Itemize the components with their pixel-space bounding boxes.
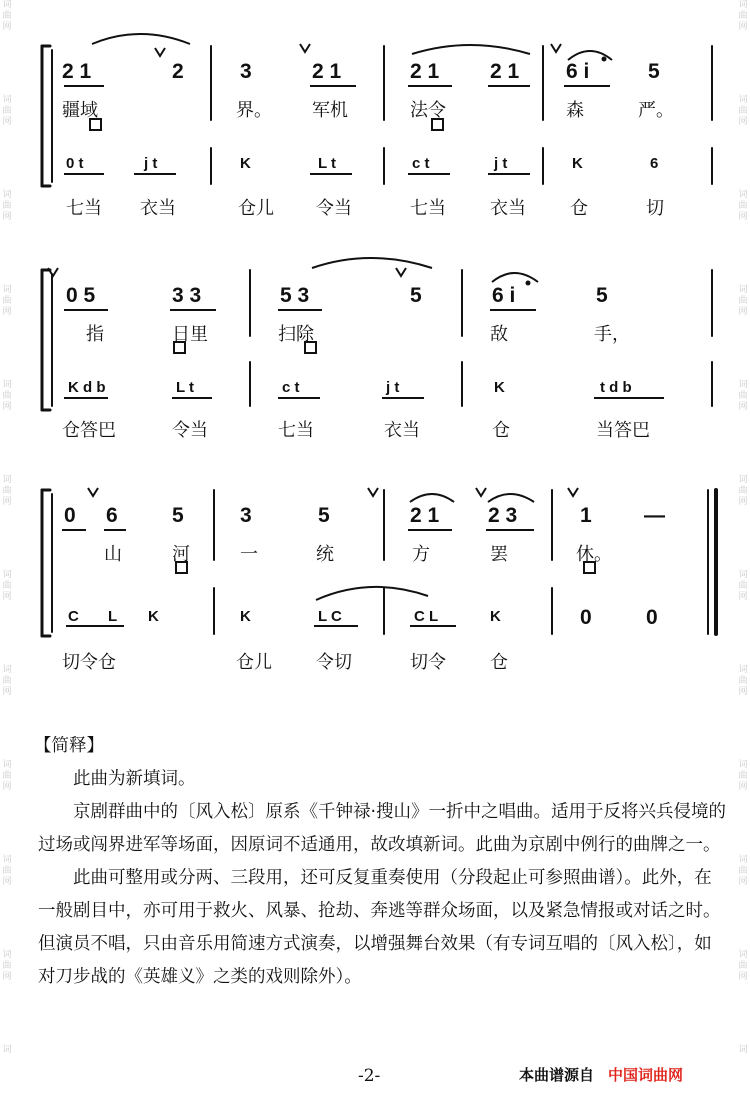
- watermark-char: 词: [738, 285, 748, 295]
- note: 5: [648, 60, 660, 83]
- percussion-note: K d b: [68, 379, 106, 396]
- lyric: 罢: [490, 544, 508, 565]
- percussion-note: 0 t: [66, 155, 84, 172]
- watermark-char: 曲: [2, 866, 12, 876]
- percussion-note: K: [148, 608, 159, 625]
- watermark-char: 曲: [738, 391, 748, 401]
- watermark-char: 曲: [2, 486, 12, 496]
- note: 5: [172, 504, 184, 527]
- gong-syllable: 七当: [66, 198, 102, 219]
- watermark-char: 网: [738, 117, 748, 127]
- watermark-char: 曲: [738, 486, 748, 496]
- note: 2 1: [312, 60, 342, 83]
- lyric: 日里: [172, 324, 208, 345]
- percussion-note: C: [68, 608, 79, 625]
- gong-syllable: 仓: [490, 652, 508, 673]
- watermark-char: 曲: [2, 201, 12, 211]
- watermark-char: 网: [2, 877, 12, 887]
- percussion-note: K: [494, 379, 505, 396]
- note: 2: [172, 60, 184, 83]
- watermark-char: 曲: [2, 771, 12, 781]
- lyric: 一: [240, 544, 258, 565]
- watermark-char: 网: [738, 782, 748, 792]
- percussion-note: L t: [176, 379, 195, 396]
- page-number: -2-: [358, 1066, 381, 1086]
- watermark-char: 词: [738, 380, 748, 390]
- percussion-rest: 0: [580, 606, 592, 629]
- lyric: 山: [104, 544, 122, 565]
- watermark-char: 曲: [738, 106, 748, 116]
- lyric: 扫除: [278, 324, 314, 345]
- lyric: 疆域: [62, 100, 98, 121]
- lyric: 森: [566, 100, 584, 121]
- percussion-note: K: [490, 608, 501, 625]
- note: 3 3: [172, 284, 202, 307]
- watermark-char: 曲: [2, 581, 12, 591]
- watermark-char: 词: [738, 950, 748, 960]
- watermark-char: 网: [2, 497, 12, 507]
- watermark-char: 网: [2, 592, 12, 602]
- explanation-paragraph: 京剧群曲中的〔风入松〕原系《千钟禄·搜山》一折中之唱曲。适用于反将兴兵侵境的过场或闯界进军等场面，因原词不适通用，故改填新词。此曲为京剧中例行的曲牌之一。: [38, 802, 727, 855]
- watermark-char: 词: [738, 95, 748, 105]
- gong-syllable: 仓: [570, 198, 588, 219]
- gong-syllable: 切: [646, 198, 664, 219]
- percussion-note: K: [240, 608, 251, 625]
- note: 3: [240, 504, 252, 527]
- watermark-char: 网: [2, 402, 12, 412]
- watermark-char: 词: [2, 570, 12, 580]
- watermark-char: 词: [738, 1045, 748, 1055]
- gong-syllable: 仓答巴: [62, 420, 116, 441]
- watermark-char: 网: [2, 782, 12, 792]
- watermark-char: 词: [2, 380, 12, 390]
- watermark-char: 网: [738, 687, 748, 697]
- lyric: 敌: [490, 324, 508, 345]
- watermark-char: 网: [738, 307, 748, 317]
- percussion-note: L t: [318, 155, 337, 172]
- gong-syllable: 令当: [316, 198, 352, 219]
- watermark-char: 网: [2, 212, 12, 222]
- watermark-char: 曲: [2, 961, 12, 971]
- percussion-note: K: [572, 155, 583, 172]
- gong-syllable: 衣当: [490, 198, 526, 219]
- watermark-char: 词: [2, 665, 12, 675]
- percussion-rest: 0: [646, 606, 658, 629]
- gong-syllable: 仓儿: [236, 652, 272, 673]
- note: 6: [106, 504, 118, 527]
- explanation-paragraph: 此曲为新填词。: [73, 769, 196, 789]
- watermark-char: 网: [738, 592, 748, 602]
- gong-syllable: 切令: [410, 652, 446, 673]
- watermark-char: 曲: [2, 106, 12, 116]
- percussion-note: t d b: [600, 379, 632, 396]
- explanation-paragraph: 此曲可整用或分两、三段用，还可反复重奏使用（分段起止可参照曲谱）。此外，在一般剧目中，亦可用于救火、风暴、抢劫、奔逃等群众场面，以及紧急情报或对话之时。但演员不唱，只由音乐用简速方式演奏，以增强舞台效果（有专词互唱的〔风入松〕，如对刀步战的《英雄义》之类的戏则除外）。: [38, 868, 721, 987]
- watermark-char: 词: [2, 475, 12, 485]
- watermark-char: 词: [738, 475, 748, 485]
- watermark-char: 词: [2, 95, 12, 105]
- percussion-note: j t: [494, 155, 508, 172]
- gong-syllable: 七当: [278, 420, 314, 441]
- note: 0: [64, 504, 76, 527]
- watermark-char: 词: [2, 1045, 12, 1055]
- watermark-char: 词: [2, 950, 12, 960]
- watermark-char: 曲: [738, 201, 748, 211]
- watermark-char: 网: [2, 307, 12, 317]
- watermark-char: 曲: [738, 961, 748, 971]
- watermark-char: 网: [738, 877, 748, 887]
- source-credit: [519, 1064, 683, 1085]
- note: 2 1: [410, 60, 440, 83]
- percussion-note: j t: [144, 155, 158, 172]
- watermark-char: 网: [738, 497, 748, 507]
- gong-syllable: 令当: [172, 420, 208, 441]
- note: 5: [410, 284, 422, 307]
- watermark-char: 曲: [738, 296, 748, 306]
- gong-syllable: 衣当: [384, 420, 420, 441]
- watermark-char: 词: [738, 665, 748, 675]
- watermark-char: 网: [2, 22, 12, 32]
- watermark-char: 曲: [738, 581, 748, 591]
- watermark-char: 曲: [738, 676, 748, 686]
- percussion-note: c t: [282, 379, 300, 396]
- note: 1: [580, 504, 592, 527]
- note: 3: [240, 60, 252, 83]
- watermark-char: 网: [2, 972, 12, 982]
- gong-syllable: 七当: [410, 198, 446, 219]
- watermark-char: 曲: [738, 11, 748, 21]
- watermark-char: 词: [738, 760, 748, 770]
- note: 5 3: [280, 284, 310, 307]
- percussion-note: L C: [318, 608, 342, 625]
- watermark-char: 曲: [2, 391, 12, 401]
- percussion-note: c t: [412, 155, 430, 172]
- lyric: 界。: [236, 100, 272, 121]
- percussion-note: 6: [650, 155, 659, 172]
- watermark-char: 词: [2, 285, 12, 295]
- gong-syllable: 当答巴: [596, 420, 650, 441]
- lyric: 方: [412, 544, 430, 565]
- watermark-char: 词: [2, 190, 12, 200]
- note: 2 1: [490, 60, 520, 83]
- source-brand-link[interactable]: 中国词曲网: [608, 1066, 684, 1084]
- watermark-char: 词: [738, 570, 748, 580]
- percussion-note: j t: [386, 379, 400, 396]
- watermark-char: 词: [2, 0, 12, 10]
- watermark-char: 曲: [2, 11, 12, 21]
- watermark-char: 词: [2, 760, 12, 770]
- explanation-heading: 【简释】: [34, 736, 104, 756]
- watermark-char: 网: [738, 402, 748, 412]
- note: 2 1: [62, 60, 92, 83]
- note-dash: —: [644, 504, 665, 527]
- note: 5: [596, 284, 608, 307]
- watermark-char: 网: [2, 687, 12, 697]
- gong-syllable: 令切: [316, 652, 352, 673]
- lyric: 统: [316, 544, 334, 565]
- percussion-note: K: [240, 155, 251, 172]
- note: 6 i: [492, 284, 516, 307]
- watermark-char: 曲: [2, 296, 12, 306]
- watermark-char: 词: [738, 0, 748, 10]
- explanation-section: [34, 730, 728, 994]
- lyric: 手，: [594, 324, 630, 345]
- gong-syllable: 切令仓: [62, 652, 116, 673]
- note: 2 1: [410, 504, 440, 527]
- watermark-char: 网: [738, 22, 748, 32]
- lyric: 严。: [638, 100, 674, 121]
- watermark-char: 网: [2, 117, 12, 127]
- gong-syllable: 仓儿: [238, 198, 274, 219]
- note: 5: [318, 504, 330, 527]
- source-label: 本曲谱源自: [519, 1066, 595, 1084]
- watermark-char: 词: [2, 855, 12, 865]
- watermark-char: 网: [738, 972, 748, 982]
- watermark-char: 词: [738, 190, 748, 200]
- watermark-char: 曲: [2, 676, 12, 686]
- lyric: 指: [86, 324, 104, 345]
- watermark-char: 词: [738, 855, 748, 865]
- lyric: 河: [172, 544, 190, 565]
- percussion-note: L: [108, 608, 118, 625]
- lyric: 法令: [410, 100, 446, 121]
- note: 0 5: [66, 284, 96, 307]
- watermark-char: 网: [738, 212, 748, 222]
- lyric: 休。: [576, 544, 612, 565]
- note: 2 3: [488, 504, 518, 527]
- gong-syllable: 仓: [492, 420, 510, 441]
- watermark-char: 曲: [738, 866, 748, 876]
- watermark-char: 曲: [738, 771, 748, 781]
- note: 6 i: [566, 60, 590, 83]
- gong-syllable: 衣当: [140, 198, 176, 219]
- lyric: 军机: [312, 100, 348, 121]
- percussion-note: C L: [414, 608, 439, 625]
